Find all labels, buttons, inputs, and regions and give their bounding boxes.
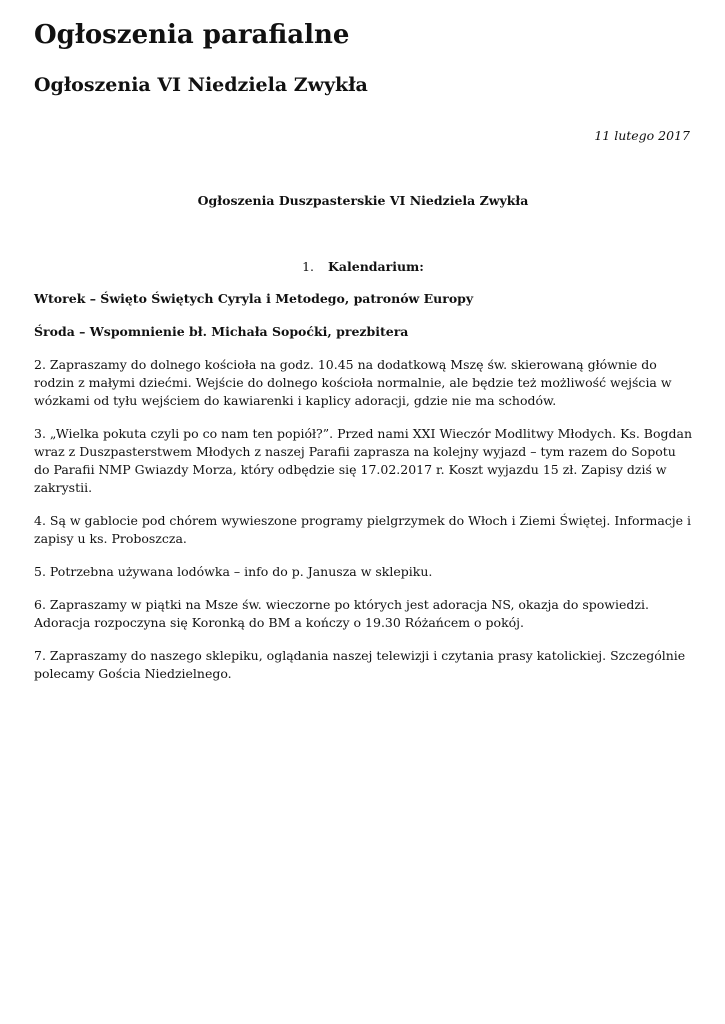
feast-wednesday: Środa – Wspomnienie bł. Michała Sopoćki, prezbitera [34,324,409,339]
announcement-2: 2. Zapraszamy do dolnego kościoła na godz. 10.45 na dodatkową Mszę św. skierowaną głównie do rodzin z małymi dziećmi. Wejście do dolnego kościoła normalnie, ale będzie też możliwość wejścia w wózkami od tyłu wejściem do kawiarenki i kaplicy adoracji, gdzie nie ma schodów. [34,357,672,408]
announcement-7: 7. Zapraszamy do naszego sklepiku, oglądania naszej telewizji i czytania prasy katolickiej. Szczególnie polecamy Gościa Niedzielnego. [34,648,686,681]
announcement-5: 5. Potrzebna używana lodówka – info do p. Janusza w sklepiku. [34,564,433,579]
announcement-6: 6. Zapraszamy w piątki na Msze św. wieczorne po których jest adoracja NS, okazja do spowiedzi. Adoracja rozpoczyna się Koronką do BM a kończy o 19.30 Różańcem o pokój. [34,597,649,630]
feast-tuesday: Wtorek – Święto Świętych Cyryla i Metodego, patronów Europy [34,291,474,306]
announcements-body [34,290,692,698]
calendar-label: Kalendarium: [328,259,424,274]
section-heading: Ogłoszenia Duszpasterskie VI Niedziela Zwykła [197,193,529,208]
announcement-4: 4. Są w gablocie pod chórem wywieszone programy pielgrzymek do Włoch i Ziemi Świętej. Informacje i zapisy u ks. Proboszcza. [34,513,692,546]
calendar-heading [34,258,692,276]
site-title: Ogłoszenia parafialne [34,20,350,50]
calendar-number: 1. [302,259,315,274]
announcement-3: 3. „Wielka pokuta czyli po co nam ten popiół?”. Przed nami XXI Wieczór Modlitwy Młodych. Ks. Bogdan wraz z Duszpasterstwem Młodych z naszej Parafii zaprasza na kolejny wyjazd – tym razem do Sopotu do Parafii NMP Gwiazdy Morza, który odbędzie się 17.02.2017 r. Koszt wyjazdu 15 zł. Zapisy dziś w zakrystii. [34,426,692,495]
post-title: Ogłoszenia VI Niedziela Zwykła [34,74,368,96]
post-date: 11 lutego 2017 [594,128,690,143]
